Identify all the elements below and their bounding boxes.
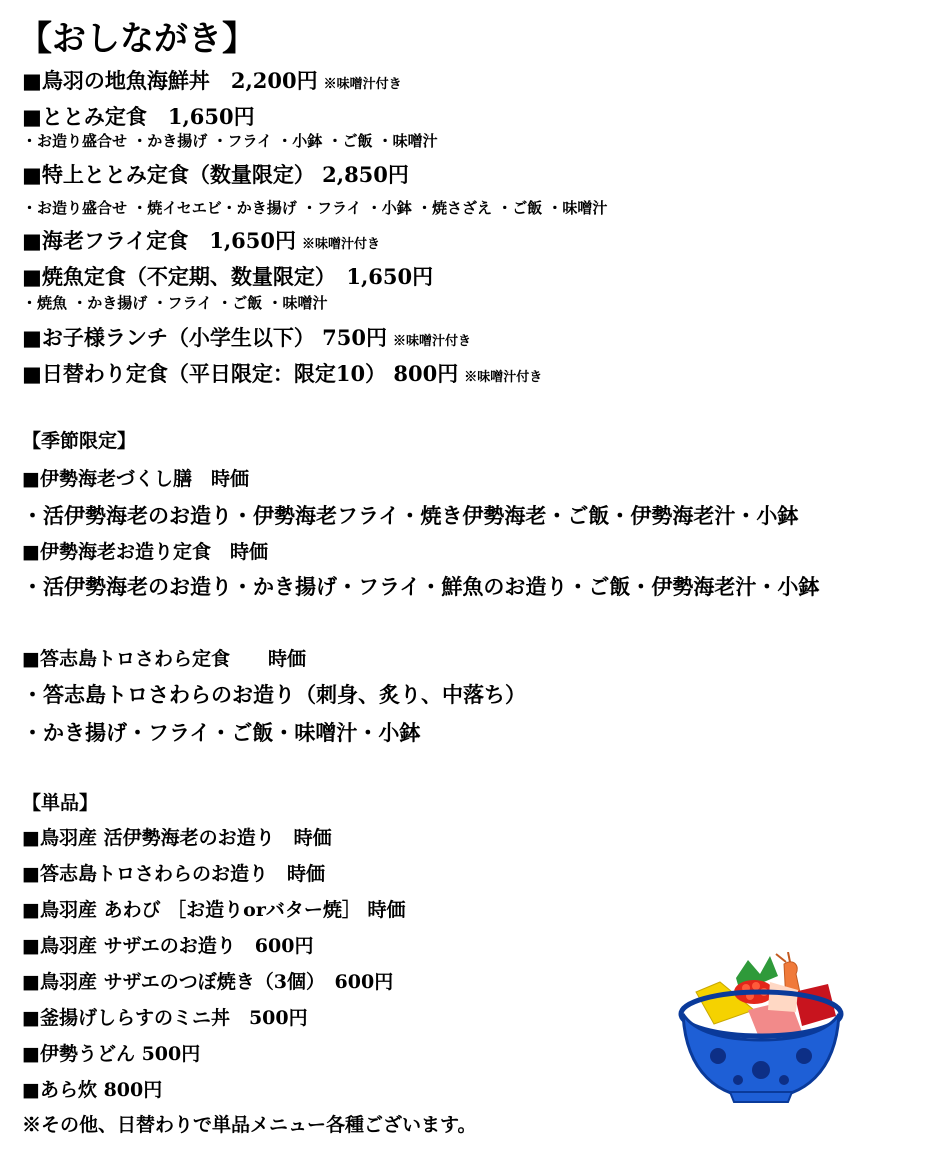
menu-item-note: ※味噌汁付き <box>301 237 380 252</box>
seasonal-item-contents: ・活伊勢海老のお造り・かき揚げ・フライ・鮮魚のお造り・ご飯・伊勢海老汁・小鉢 <box>22 574 820 599</box>
menu-item-yakizakana: ■焼魚定食（不定期、数量限定） 1,650円 <box>22 264 434 289</box>
menu-item-contents: ・お造り盛合せ ・かき揚げ ・フライ ・小鉢 ・ご飯 ・味噌汁 <box>22 132 438 150</box>
page-title: 【おしながき】 <box>18 19 256 59</box>
menu-item-tokujo-totomi: ■特上ととみ定食（数量限定） 2,850円 <box>22 162 409 187</box>
menu-item-label: ■お子様ランチ（小学生以下） 750円 <box>22 325 387 350</box>
single-item: ■鳥羽産 あわび ［お造りorバター焼］ 時価 <box>22 899 406 921</box>
menu-item-kids-lunch <box>22 327 471 348</box>
menu-item-ebi-fry <box>22 230 380 251</box>
single-item: ■鳥羽産 サザエのつぼ焼き（3個） 600円 <box>22 971 394 993</box>
seasonal-item: ■伊勢海老お造り定食 時価 <box>22 541 268 563</box>
single-item: ■伊勢うどん 500円 <box>22 1043 201 1065</box>
single-item: ■答志島トロさわらのお造り 時価 <box>22 863 325 885</box>
bowl-foot <box>730 1092 792 1102</box>
menu-item-note: ※味噌汁付き <box>464 370 543 385</box>
menu-item-kaisendon <box>22 70 402 91</box>
single-item: ■釜揚げしらすのミニ丼 500円 <box>22 1007 308 1029</box>
menu-item-note: ※味噌汁付き <box>393 334 472 349</box>
seasonal-item-contents: ・活伊勢海老のお造り・伊勢海老フライ・焼き伊勢海老・ご飯・伊勢海老汁・小鉢 <box>22 503 799 528</box>
single-item: ■あら炊 800円 <box>22 1079 163 1101</box>
footer-note: ※その他、日替わりで単品メニュー各種ございます。 <box>22 1114 477 1136</box>
kaisendon-bowl-illustration <box>678 952 844 1104</box>
single-item: ■鳥羽産 活伊勢海老のお造り 時価 <box>22 827 332 849</box>
seasonal-item: ■答志島トロさわら定食 時価 <box>22 648 306 670</box>
menu-item-note: ※味噌汁付き <box>323 77 402 92</box>
section-header-seasonal: 【季節限定】 <box>22 430 137 452</box>
single-item: ■鳥羽産 サザエのお造り 600円 <box>22 935 314 957</box>
section-header-single: 【単品】 <box>22 792 99 814</box>
seasonal-item-contents: ・かき揚げ・フライ・ご飯・味噌汁・小鉢 <box>22 720 421 745</box>
menu-item-label: ■鳥羽の地魚海鮮丼 2,200円 <box>22 68 318 93</box>
menu-item-higawari <box>22 363 542 384</box>
seasonal-item-contents: ・答志島トロさわらのお造り（刺身、炙り、中落ち） <box>22 682 526 707</box>
menu-item-totomi-teishoku: ■ととみ定食 1,650円 <box>22 104 255 129</box>
menu-item-contents: ・焼魚 ・かき揚げ ・フライ ・ご飯 ・味噌汁 <box>22 294 328 312</box>
menu-item-contents: ・お造り盛合せ ・焼イセエビ・かき揚げ ・フライ ・小鉢 ・焼さざえ ・ご飯 ・味噌汁 <box>22 199 608 217</box>
menu-item-label: ■日替わり定食（平日限定：限定10） 800円 <box>22 361 459 386</box>
menu-item-label: ■海老フライ定食 1,650円 <box>22 228 296 253</box>
seasonal-item: ■伊勢海老づくし膳 時価 <box>22 468 249 490</box>
